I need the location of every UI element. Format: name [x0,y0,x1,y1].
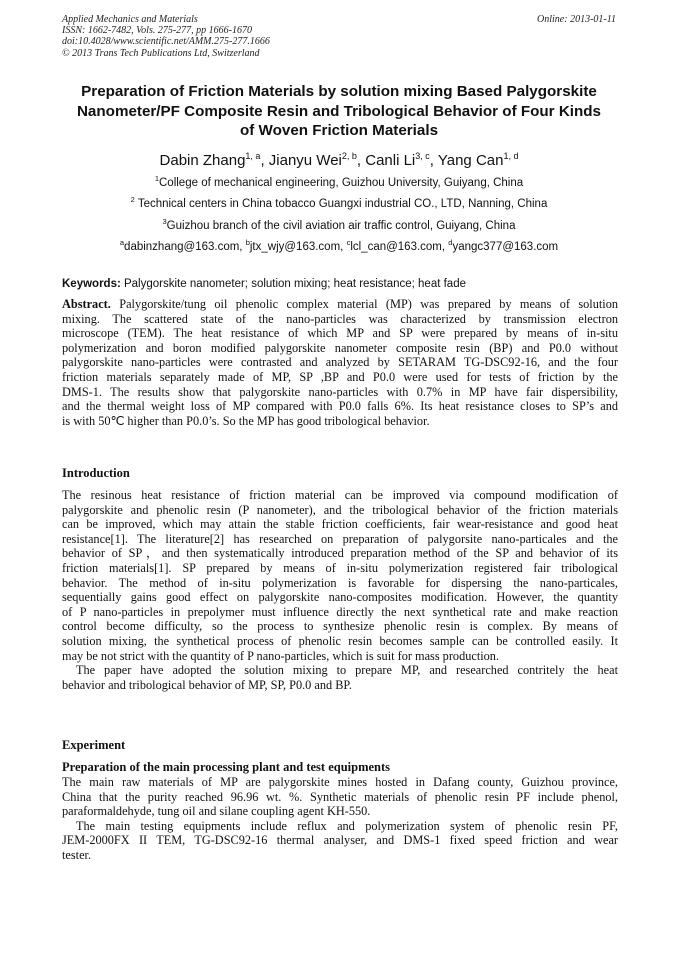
affiliation [48,197,630,211]
email-address: lcl_can@163.com, [350,241,449,253]
author-affiliation-mark: 2, b [341,151,357,161]
running-header [62,14,616,59]
body-line: The resinous heat resistance of friction material can be improved via compound modification of [62,488,618,502]
email-mark: a [119,238,125,247]
abstract-line: polymerization and boron modified palygorskite nanometer composite resin (BP) and P0.0 without [62,340,618,355]
body-line: behavior. The method of in-situ polymerization is favorable for dispersing the nano-particales, [62,575,618,590]
email-address: yangc377@163.com [452,241,559,253]
author-affiliation-mark: 3, c [415,151,430,161]
subsection-heading: Preparation of the main processing plant and test equipments [62,760,391,774]
keywords [62,277,618,291]
section-heading-introduction: Introduction [62,466,130,480]
body-line: may be not strict with the quantity of P nano-particles, which is suit for mass production. [62,648,500,663]
title-line: Nanometer/PF Composite Resin and Tribological Behavior of Four Kinds [76,102,602,120]
body-line: friction materials[1]. SP prepared by means of in-situ polymerization registered fair tribological [62,560,618,575]
affiliation [48,176,630,190]
abstract-line: friction materials separately made of MP, SP ,BP and P0.0 were used for tests of friction by the [62,369,618,384]
abstract-line: mixing. The scattered state of the nano-particles was characterized by transmission electron [62,311,618,326]
affiliation-text: Technical centers in China tobacco Guangxi industrial CO., LTD, Nanning, China [134,198,548,210]
author-separator: , [356,152,366,169]
email-mark: b [245,238,250,247]
keywords-label: Keywords: [62,278,121,290]
body-line: China that the purity reached 96.96 wt. %. Synthetic materials of phenolic resin PF include phenol, [62,789,618,804]
issn-line: ISSN: 1662-7482, Vols. 275-277, pp 1666-1670 [62,25,252,37]
body-line: palygorskite and phenolic resin (P nanometer), and the tribological behavior of the friction materials [62,502,618,517]
doi-line: doi:10.4028/www.scientific.net/AMM.275-277.1666 [62,36,270,48]
online-date: Online: 2013-01-11 [537,14,616,25]
author-list [48,152,630,170]
author-name: Jianyu Wei [268,152,342,169]
email-list [48,240,630,254]
affiliation-text: College of mechanical engineering, Guizhou University, Guiyang, China [159,177,524,189]
affiliation-mark: 2 [130,195,135,204]
body-line: tester. [62,847,92,862]
keywords-text: Palygorskite nanometer; solution mixing; heat resistance; heat fade [120,278,466,290]
affiliation [48,219,630,233]
abstract [62,297,618,428]
body-line: resistance[1]. The literature[2] has researched on preparation of palygorsite nano-particales and the [62,531,618,546]
body-line: behavior of SP，and then systematically introduced preparation method of the SP and behavior of its [62,546,618,561]
affiliation-mark: 3 [162,217,167,226]
email-address: dabinzhang@163.com, [124,241,246,253]
journal-name: Applied Mechanics and Materials [62,14,198,25]
experiment-body [62,775,618,863]
email-mark: c [346,238,351,247]
copyright-line: © 2013 Trans Tech Publications Ltd, Switzerland [62,47,260,59]
body-line: can be improved, which may attain the stable friction coefficients, fair wear-resistance and good heat [62,517,618,532]
body-line: solution mixing, the synthetical process of phenolic resin becomes sample can be controlled easily. It [62,633,618,648]
body-line: The paper have adopted the solution mixing to prepare MP, and researched contritely the heat [76,663,618,678]
body-line: The main raw materials of MP are palygorskite mines hosted in Dafang county, Guizhou province, [62,775,618,789]
abstract-line [62,297,618,312]
author-affiliation-mark: 1, a [245,151,261,161]
email-address: jtx_wjy@163.com, [249,241,347,253]
author-affiliation-mark: 1, d [503,151,519,161]
abstract-first-line: Palygorskite/tung oil phenolic complex material (MP) was prepared by means of solution [110,297,618,311]
paper-title [48,82,630,141]
body-line: of P nano-particles in prepolymer must influence directly the next synthetical rate and make reaction [62,604,618,619]
body-line: control become difficulty, so the process to synthesize phenolic resin is complex. By means of [62,619,618,634]
author-name: Canli Li [365,152,416,169]
email-mark: d [448,238,453,247]
title-line: of Woven Friction Materials [239,122,439,139]
body-line: paraformaldehyde, tung oil and silane coupling agent KH-550. [62,804,371,819]
abstract-line: palygorskite nano-particles were contrasted and analyzed by SETARAM TG-DSC92-16, and the four [62,355,618,370]
body-line: JEM-2000FX II TEM, TG-DSC92-16 thermal analyser, and DMS-1 fixed speed friction and wear [62,833,618,848]
author-separator: , [260,152,269,169]
abstract-line: microscope (TEM). The heat resistance of which MP and SP were prepared by means of in-situ [62,326,618,341]
body-line: sequentially gains good effect on palygorskite nano-composites modification. However, the quantity [62,590,618,605]
abstract-line: and the thermal weight loss of MP compared with P0.0 falls 6%. Its heat resistance closes to SP’s and [62,399,618,414]
section-heading-experiment: Experiment [62,738,126,752]
author-separator: , [429,152,438,169]
author-name: Dabin Zhang [159,152,246,169]
author-name: Yang Can [437,152,504,169]
title-line: Preparation of Friction Materials by solution mixing Based Palygorskite [81,83,597,100]
affiliation-mark: 1 [154,174,159,183]
introduction-body [62,488,618,692]
abstract-line: is with 50℃ higher than P0.0’s. So the MP has good tribological behavior. [62,413,430,428]
body-line: The main testing equipments include reflux and polymerization system of phenolic resin PF, [76,818,618,833]
body-line: behavior and tribological behavior of MP, SP, P0.0 and BP. [62,677,352,692]
abstract-label: Abstract. [62,297,111,311]
abstract-line: DMS-1. The results show that palygorskite nano-particles with 0.7% in MP have fair dispersibility, [62,384,618,399]
affiliation-text: Guizhou branch of the civil aviation air traffic control, Guiyang, China [166,220,516,232]
